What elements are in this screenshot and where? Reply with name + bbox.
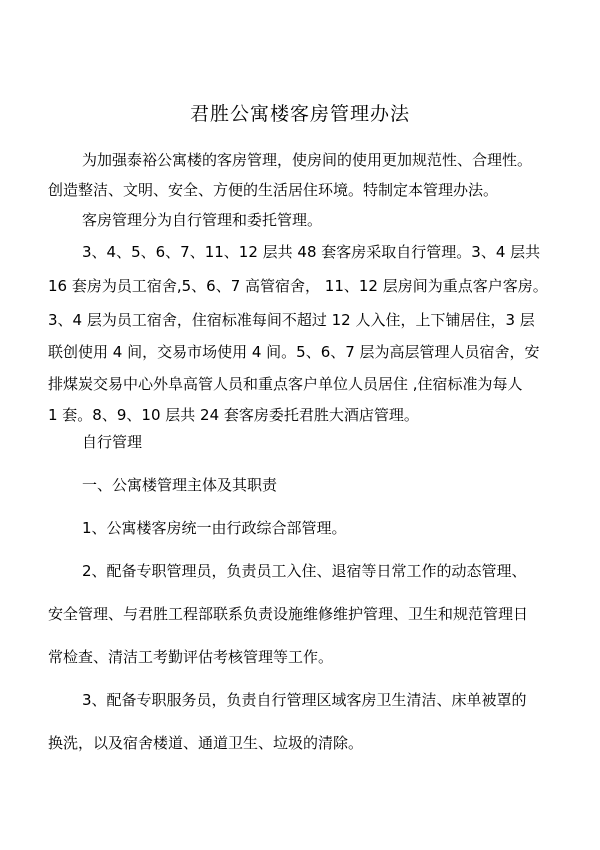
paragraph-line: 常检查、清洁工考勤评估考核管理等工作。 [48, 648, 334, 666]
paragraph-line: 客房管理分为自行管理和委托管理。 [82, 211, 323, 229]
paragraph-line: 3、4 层为员工宿舍，住宿标准每间不超过 12 人入住，上下铺居住，3 层 [48, 311, 535, 329]
document-title: 君胜公寓楼客房管理办法 [189, 103, 410, 125]
paragraph-line: 排煤炭交易中心外阜高管人员和重点客户单位人员居住 ,住宿标准为每人 [48, 375, 523, 393]
paragraph-line: 联创使用 4 间，交易市场使用 4 间。5、6、7 层为高层管理人员宿舍，安 [48, 343, 540, 361]
paragraph-line: 安全管理、与君胜工程部联系负责设施维修维护管理、卫生和规范管理日 [48, 605, 529, 623]
paragraph-line: 为加强泰裕公寓楼的客房管理，使房间的使用更加规范性、合理性。 [82, 151, 533, 169]
paragraph-line: 1、公寓楼客房统一由行政综合部管理。 [82, 519, 347, 537]
paragraph-line: 2、配备专职管理员，负责员工入住、退宿等日常工作的动态管理、 [82, 562, 527, 580]
paragraph-line: 3、配备专职服务员，负责自行管理区域客房卫生清洁、床单被罩的 [82, 691, 527, 709]
section-heading: 自行管理 [82, 433, 143, 451]
paragraph-line: 3、4、5、6、7、11、12 层共 48 套客房采取自行管理。3、4 层共 [82, 243, 541, 261]
paragraph-line: 1 套。8、9、10 层共 24 套客房委托君胜大酒店管理。 [48, 406, 419, 424]
paragraph-line: 16 套房为员工宿舍,5、6、7 高管宿舍， 11、12 层房间为重点客户客房。 [48, 277, 548, 295]
paragraph-line: 创造整洁、文明、安全、方便的生活居住环境。特制定本管理办法。 [48, 181, 499, 199]
section-heading: 一、公寓楼管理主体及其职责 [82, 476, 278, 494]
paragraph-line: 换洗，以及宿舍楼道、通道卫生、垃圾的清除。 [48, 734, 364, 752]
